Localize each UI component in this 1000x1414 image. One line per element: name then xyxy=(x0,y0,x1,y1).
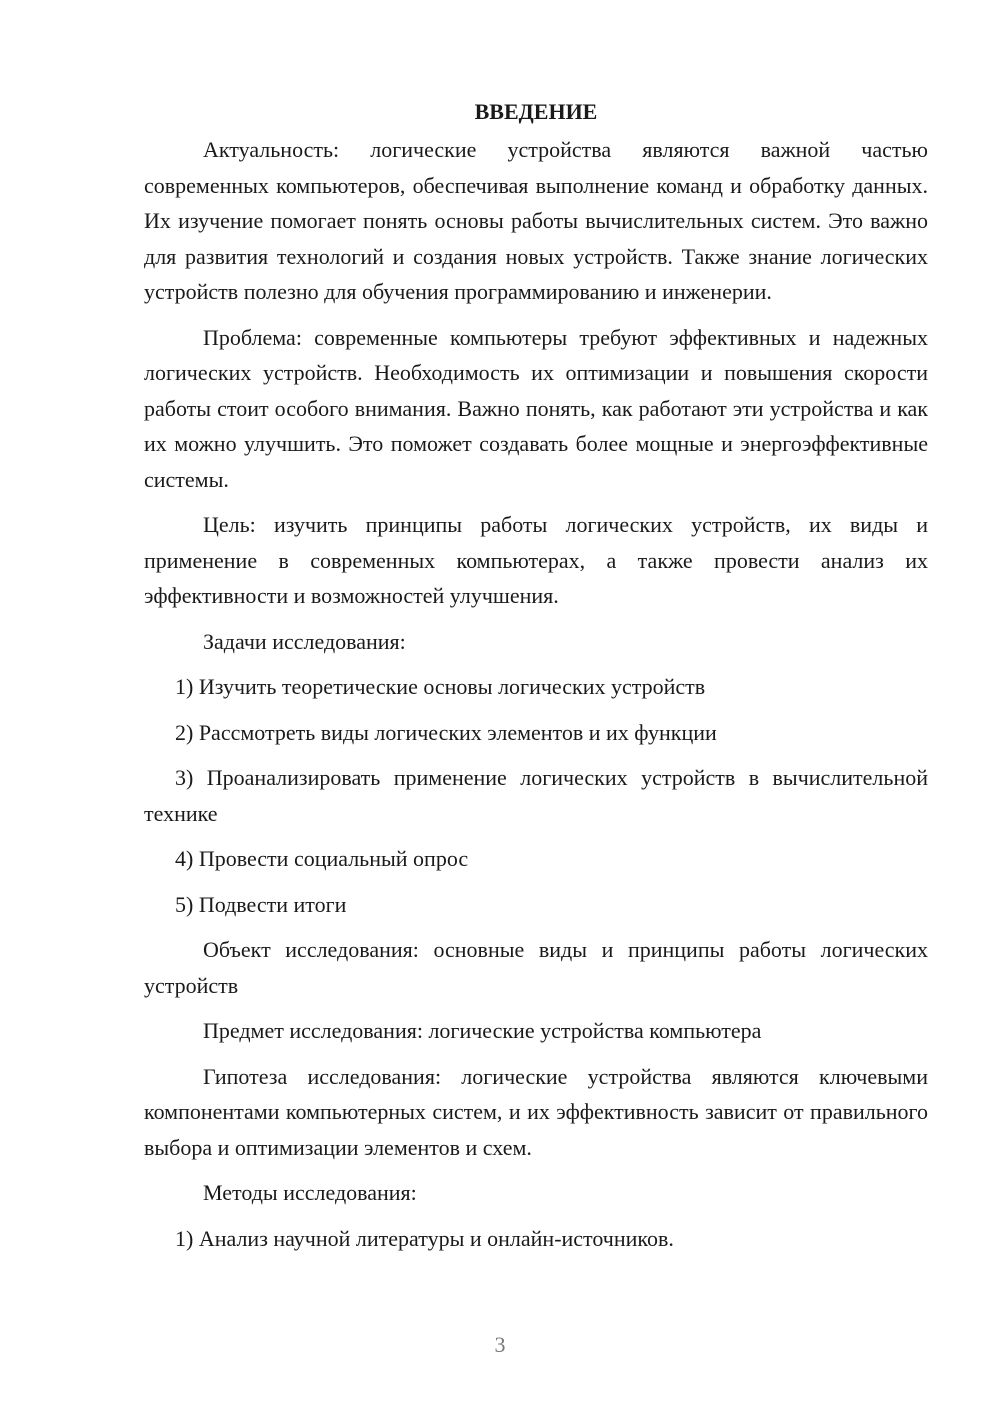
task-item: 5) Подвести итоги xyxy=(175,891,347,917)
relevance-paragraph: Актуальность: логические устройства являются важной частью современных компьютеров, обеспечивая выполнение команд и обработку данных. Их изучение помогает понять основы работы вычислительных систем. Это важно для развития технологий и создания новых устройств. Также знание логических устройств полезно для обучения программированию и инженерии. xyxy=(144,137,928,304)
document-page xyxy=(144,96,928,1266)
task-item: 2) Рассмотреть виды логических элементов и их функции xyxy=(175,719,717,745)
task-item: 4) Провести социальный опрос xyxy=(175,846,469,871)
section-title: ВВЕДЕНИЕ xyxy=(474,99,598,124)
method-item: 1) Анализ научной литературы и онлайн-источников. xyxy=(175,1225,674,1251)
methods-heading: Методы исследования: xyxy=(203,1180,417,1205)
task-item: 1) Изучить теоретические основы логических устройств xyxy=(175,674,706,699)
tasks-heading: Задачи исследования: xyxy=(203,628,406,654)
page-number: 3 xyxy=(494,1332,506,1357)
goal-paragraph: Цель: изучить принципы работы логических устройств, их виды и применение в современных компьютерах, а также провести анализ их эффективности и возможностей улучшения. xyxy=(144,512,928,608)
hypothesis-paragraph: Гипотеза исследования: логические устройства являются ключевыми компонентами компьютерных систем, и их эффективность зависит от правильного выбора и оптимизации элементов и схем. xyxy=(144,1063,928,1160)
task-item: 3) Проанализировать применение логических устройств в вычислительной технике xyxy=(144,765,928,826)
object-paragraph: Объект исследования: основные виды и принципы работы логических устройств xyxy=(144,937,928,998)
problem-paragraph: Проблема: современные компьютеры требуют эффективных и надежных логических устройств. Необходимость их оптимизации и повышения скорости работы стоит особого внимания. Важно понять, как работают эти устройства и как их можно улучшить. Это поможет создавать более мощные и энергоэффективные системы. xyxy=(144,324,928,492)
subject-paragraph: Предмет исследования: логические устройства компьютера xyxy=(203,1018,762,1043)
